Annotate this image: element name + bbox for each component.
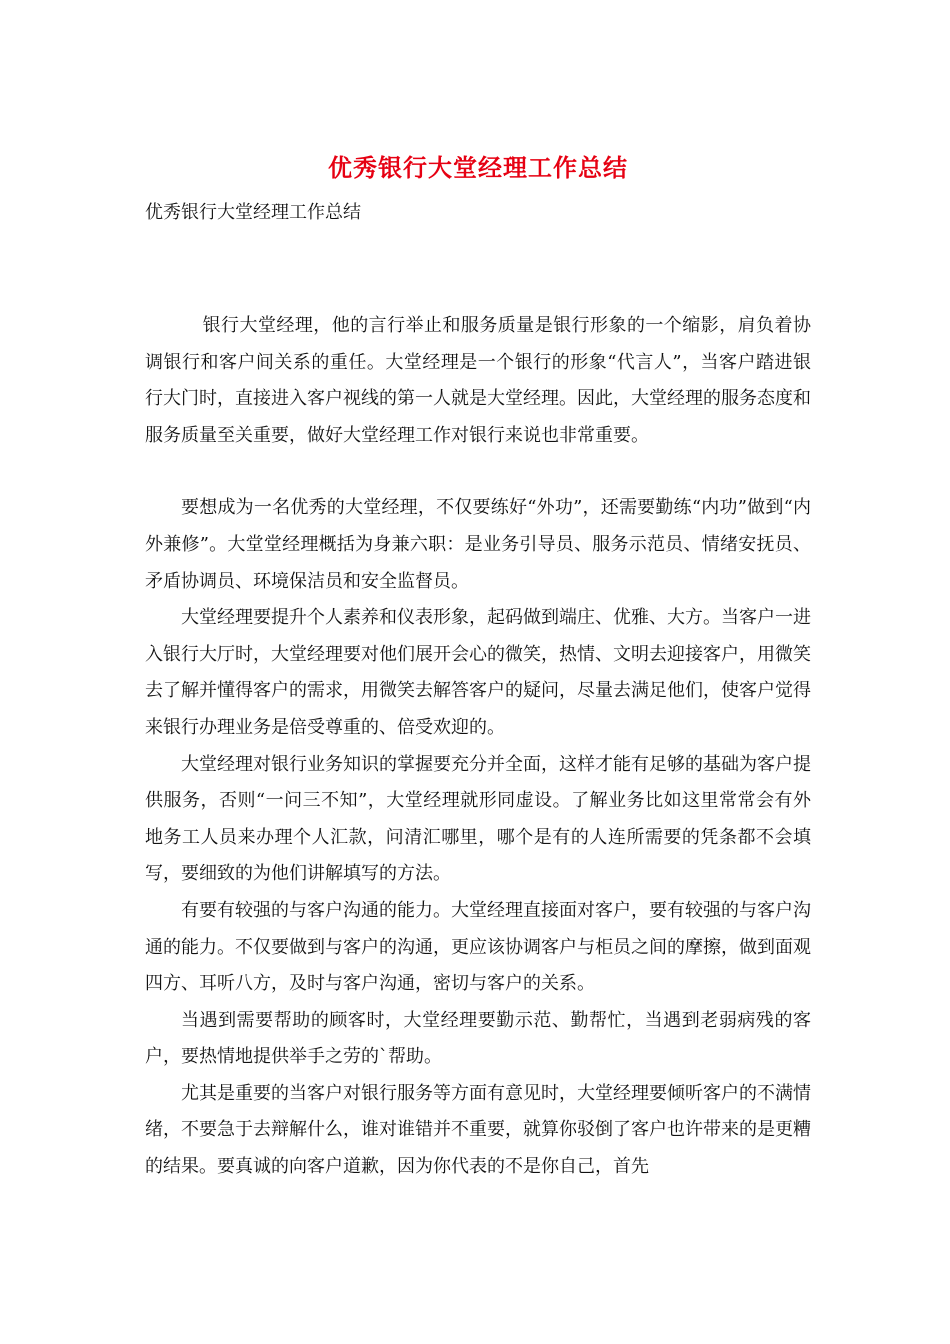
paragraph: 银行大堂经理，他的言行举止和服务质量是银行形象的一个缩影，肩负着协调银行和客户间关系的重任。大堂经理是一个银行的形象“代言人”，当客户踏进银行大门时，直接进入客户视线的第一人就是大堂经理。因此，大堂经理的服务态度和服务质量至关重要，做好大堂经理工作对银行来说也非常重要。 (145, 315, 811, 446)
paragraph: 有要有较强的与客户沟通的能力。大堂经理直接面对客户，要有较强的与客户沟通的能力。不仅要做到与客户的沟通，更应该协调客户与柜员之间的摩擦，做到面观四方、耳听八方，及时与客户沟通，密切与客户的关系。 (145, 899, 811, 995)
document-title: 优秀银行大堂经理工作总结 (328, 153, 628, 182)
paragraph: 大堂经理对银行业务知识的掌握要充分并全面，这样才能有足够的基础为客户提供服务，否则“一问三不知”，大堂经理就形同虚设。了解业务比如这里常常会有外地务工人员来办理个人汇款，问清汇哪里，哪个是有的人连所需要的凭条都不会填写，要细致的为他们讲解填写的方法。 (145, 753, 811, 885)
document-page (145, 148, 811, 1186)
document-subtitle: 优秀银行大堂经理工作总结 (145, 202, 361, 223)
document-body (145, 308, 811, 1186)
paragraph: 要想成为一名优秀的大堂经理，不仅要练好“外功”，还需要勤练“内功”做到“内外兼修”。大堂堂经理概括为身兼六职：是业务引导员、服务示范员、情绪安抚员、矛盾协调员、环境保洁员和安全监督员。 (145, 497, 811, 592)
paragraph: 尤其是重要的当客户对银行服务等方面有意见时，大堂经理要倾听客户的不满情绪，不要急于去辩解什么，谁对谁错并不重要，就算你驳倒了客户也许带来的是更糟的结果。要真诚的向客户道歉，因为你代表的不是你自己，首先 (145, 1082, 811, 1178)
paragraph: 当遇到需要帮助的顾客时，大堂经理要勤示范、勤帮忙，当遇到老弱病残的客户，要热情地提供举手之劳的`帮助。 (145, 1009, 811, 1068)
paragraph: 大堂经理要提升个人素养和仪表形象，起码做到端庄、优雅、大方。当客户一进入银行大厅时，大堂经理要对他们展开会心的微笑，热情、文明去迎接客户，用微笑去了解并懂得客户的需求，用微笑去解答客户的疑问，尽量去满足他们，使客户觉得来银行办理业务是倍受尊重的、倍受欢迎的。 (145, 607, 811, 738)
